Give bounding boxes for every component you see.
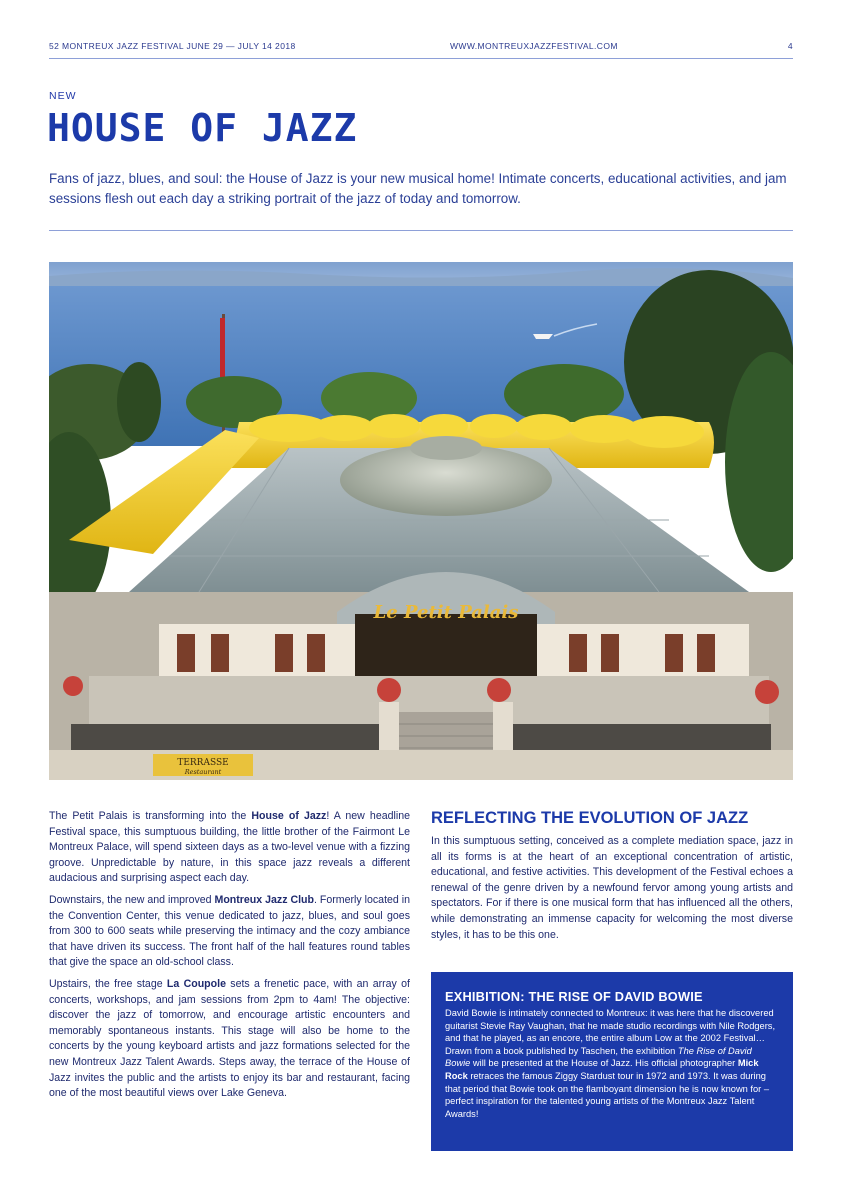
terrace-sign: TERRASSE	[177, 758, 229, 768]
section-kicker: NEW	[49, 90, 77, 102]
tree	[117, 362, 161, 442]
exhibition-heading: EXHIBITION: THE RISE OF DAVID BOWIE	[445, 989, 703, 1004]
exhibition-box	[431, 972, 793, 1151]
petit-palais-photo	[49, 262, 793, 780]
right-column	[431, 809, 793, 943]
header-rule	[49, 58, 793, 59]
entrance	[355, 614, 537, 676]
section-heading: REFLECTING THE EVOLUTION OF JAZZ	[431, 809, 749, 827]
sign-text: Le Petit Palais	[373, 602, 519, 623]
intro-paragraph: Fans of jazz, blues, and soul: the House of Jazz is your new musical home! Intimate concerts, educational activities, and jam sessions flesh out each day a striking portrait of the jazz of today and tomorrow.	[49, 171, 787, 206]
dome-top	[410, 436, 482, 460]
running-header	[49, 41, 793, 55]
exhibition-text: David Bowie is intimately connected to Montreux: it was here that he discovered guitarist Stevie Ray Vaughan, that he made studio recordings with Nile Rodgers, and that he played, as an encore, the entire album Low at the 2002 Festival… Drawn from a book published by Taschen, the exhibition The Rise of David Bowie will be presented at the House of Jazz. His official photographer Mick Rock retraces the famous Ziggy Stardust tour in 1972 and 1973. It was during that period that Bowie took on the flamboyant dimension he is now known for – perfect inspiration for the talented young artists of the Montreux Jazz Talent Awards!	[445, 1008, 776, 1119]
header-website[interactable]: WWW.MONTREUXJAZZFESTIVAL.COM	[450, 41, 618, 51]
section-body: In this sumptuous setting, conceived as a complete mediation space, jazz in all its forms is at the heart of an exceptional concentration of artistic, educational, and festive activities. This development of the Festival echoes a renewal of the genre driven by a newfound fervor among young artists and spectators. For if there is one musical form that has influenced all the others, while demonstrating an immense capacity for welcoming the most diverse styles, it has to be this one.	[431, 835, 793, 941]
header-issue-info: 52 MONTREUX JAZZ FESTIVAL JUNE 29 — JULY 14 2018	[49, 41, 296, 51]
flag	[220, 318, 225, 380]
page-number: 4	[787, 41, 793, 51]
tree	[504, 364, 624, 424]
page-title: HOUSE OF JAZZ	[47, 106, 358, 150]
terrace-sub: Restaurant	[184, 768, 222, 776]
intro-rule	[49, 230, 793, 231]
left-column	[49, 809, 410, 1108]
paragraph-house-of-jazz: The Petit Palais is transforming into the House of Jazz! A new headline Festival space, this sumptuous building, the little brother of the Fairmont Le Montreux Palace, will spend sixteen days as a two-level venue with a fizzing groove. Unpredictable by nature, in this space jazz reveals a different audacious and surprising aspect each day.	[49, 810, 410, 885]
paragraph-la-coupole: Upstairs, the free stage La Coupole sets a frenetic pace, with an array of concerts, workshops, and jam sessions from 2pm to 4am! The objective: discover the jazz of tomorrow, and encourage artistic encounters and memorably spontaneous instants. This stage will also be home to the concerts by the young keyboard artists and jazz formations selected for the new Montreux Jazz Talent Awards. Steps away, the terrace of the House of Jazz invites the public and the artists to enjoy its bar and restaurant, facing one of the most beautiful views over Lake Geneva.	[49, 977, 410, 1100]
paragraph-jazz-club: Downstairs, the new and improved Montreux Jazz Club. Formerly located in the Convention Center, this venue dedicated to jazz, blues, and soul goes from 300 to 600 seats while preserving the intimacy and the cozy ambiance that have driven its success. The front half of the hall features round tables that give the space an old-school class.	[49, 893, 410, 969]
